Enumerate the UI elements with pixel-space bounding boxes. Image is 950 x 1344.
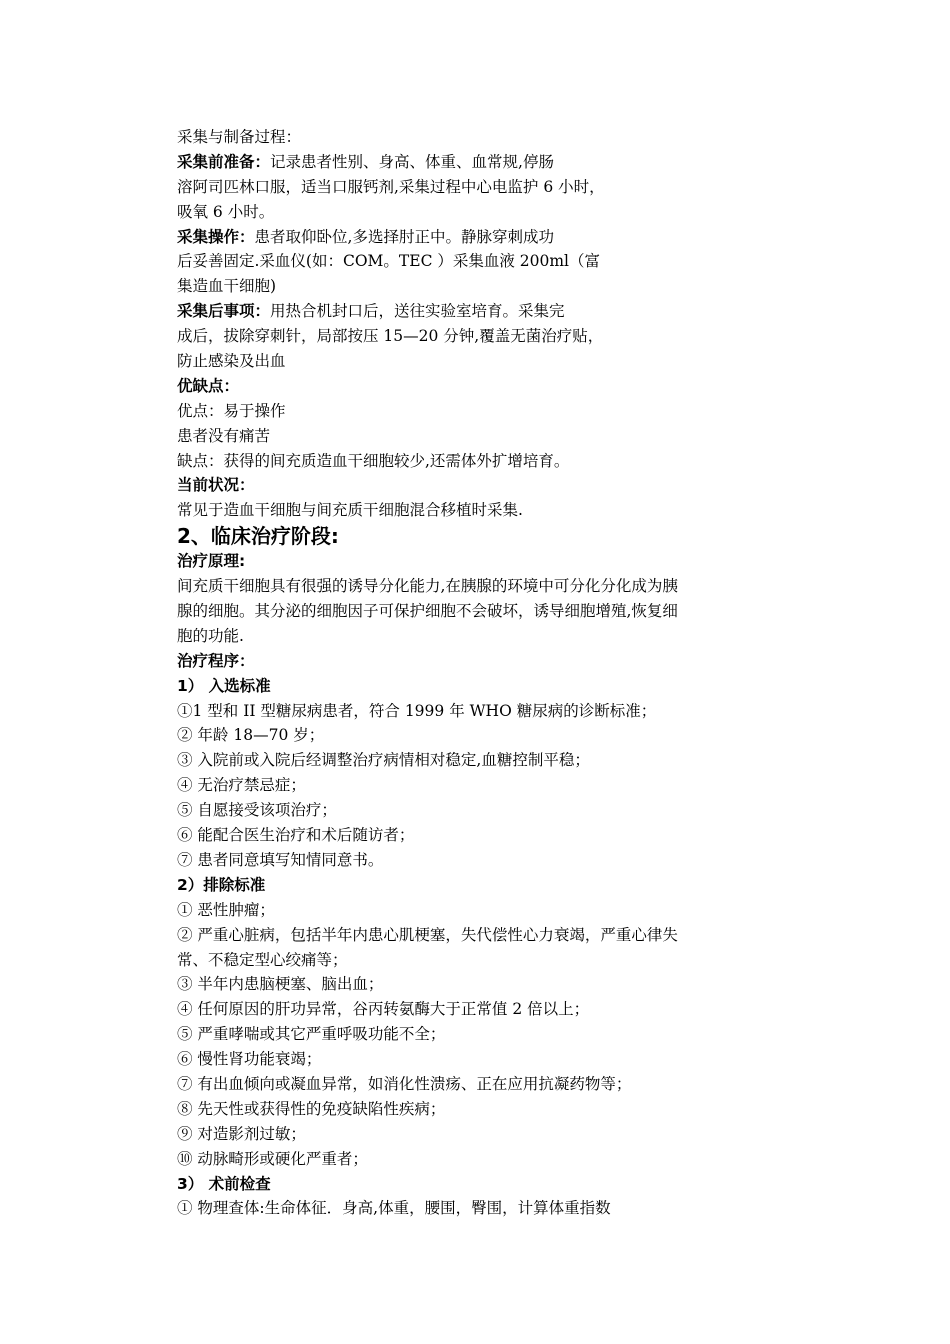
prep-line-1	[177, 150, 817, 175]
exclusion-item: ⑥ 慢性肾功能衰竭；	[177, 1050, 322, 1069]
document-page	[177, 125, 817, 1221]
exclusion-item: ⑩ 动脉畸形或硬化严重者；	[177, 1149, 368, 1168]
after-line-1	[177, 299, 817, 324]
exclusion-label: 2）排除标准	[177, 875, 266, 894]
inclusion-item: ⑤ 自愿接受该项治疗；	[177, 801, 337, 820]
principle-line-1: 间充质干细胞具有很强的诱导分化能力,在胰腺的环境中可分化分化成为胰	[177, 577, 678, 596]
op-label: 采集操作：	[177, 227, 255, 246]
inclusion-item: ② 年龄 18—70 岁；	[177, 726, 325, 745]
inclusion-item: ①1 型和 II 型糖尿病患者，符合 1999 年 WHO 糖尿病的诊断标准；	[177, 701, 657, 720]
inclusion-label: 1） 入选标准	[177, 676, 271, 695]
pro-line-1: 优点：易于操作	[177, 401, 286, 420]
pro-line-2: 患者没有痛苦	[177, 426, 271, 445]
exclusion-item: 常、不稳定型心绞痛等；	[177, 950, 348, 969]
op-line-3: 集造血干细胞)	[177, 277, 277, 296]
op-line-1	[177, 225, 817, 250]
exclusion-item: ① 恶性肿瘤；	[177, 900, 275, 919]
after-line-3: 防止感染及出血	[177, 352, 286, 371]
exclusion-item: ② 严重心脏病，包括半年内患心肌梗塞，失代偿性心力衰竭，严重心律失	[177, 925, 678, 944]
after-line-2: 成后，拔除穿刺针，局部按压 15—20 分钟,覆盖无菌治疗贴，	[177, 327, 604, 346]
preop-item-1: ① 物理查体:生命体征．身高,体重，腰围，臀围，计算体重指数	[177, 1199, 611, 1218]
exclusion-item: ④ 任何原因的肝功异常，谷丙转氨酶大于正常值 2 倍以上；	[177, 1000, 590, 1019]
prep-label: 采集前准备：	[177, 152, 271, 171]
exclusion-item: ⑧ 先天性或获得性的免疫缺陷性疾病；	[177, 1099, 446, 1118]
exclusion-item: ⑦ 有出血倾向或凝血异常，如消化性溃疡、正在应用抗凝药物等；	[177, 1074, 632, 1093]
principle-label: 治疗原理:	[177, 552, 246, 571]
exclusion-item: ⑨ 对造影剂过敏；	[177, 1124, 306, 1143]
inclusion-item: ③ 入院前或入院后经调整治疗病情相对稳定,血糖控制平稳；	[177, 751, 590, 770]
principle-line-2: 腺的细胞。其分泌的细胞因子可保护细胞不会破坏，诱导细胞增殖,恢复细	[177, 602, 678, 621]
inclusion-item: ⑥ 能配合医生治疗和术后随访者；	[177, 826, 415, 845]
inclusion-item: ⑦ 患者同意填写知情同意书。	[177, 850, 384, 869]
exclusion-item: ⑤ 严重哮喘或其它严重呼吸功能不全；	[177, 1025, 446, 1044]
op-line-2: 后妥善固定.采血仪(如：COM。TEC ）采集血液 200ml（富	[177, 252, 601, 271]
inclusion-item: ④ 无治疗禁忌症；	[177, 776, 306, 795]
intro-line: 采集与制备过程：	[177, 128, 302, 146]
principle-line-3: 胞的功能.	[177, 626, 244, 645]
status-label: 当前状况：	[177, 476, 255, 495]
exclusion-item: ③ 半年内患脑梗塞、脑出血；	[177, 975, 384, 994]
op-text-1: 患者取仰卧位,多选择肘正中。静脉穿刺成功	[254, 227, 554, 246]
pros-cons-label: 优缺点：	[177, 376, 240, 395]
procedure-label: 治疗程序：	[177, 651, 255, 670]
section-heading: 2、临床治疗阶段:	[177, 524, 339, 549]
con-line-1: 缺点：获得的间充质造血干细胞较少,还需体外扩增培育。	[177, 451, 570, 470]
after-label: 采集后事项：	[177, 302, 271, 321]
after-text-1: 用热合机封口后，送往实验室培育。采集完	[270, 302, 565, 321]
preop-label: 3） 术前检查	[177, 1174, 271, 1193]
prep-text-1: 记录患者性别、身高、体重、血常规,停肠	[270, 152, 554, 171]
prep-line-2: 溶阿司匹林口服，适当口服钙剂,采集过程中心电监护 6 小时，	[177, 177, 605, 196]
prep-line-3: 吸氧 6 小时。	[177, 202, 275, 221]
status-text: 常见于造血干细胞与间充质干细胞混合移植时采集.	[177, 501, 523, 520]
